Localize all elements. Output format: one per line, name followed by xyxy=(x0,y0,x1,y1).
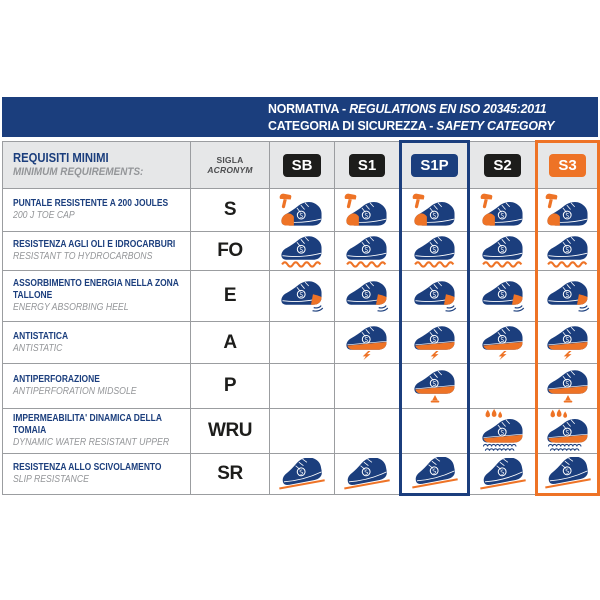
header-bar xyxy=(2,97,598,137)
table-header-row xyxy=(3,142,599,189)
heel-energy-shoe-icon xyxy=(543,279,593,313)
table-row xyxy=(3,232,599,271)
shoe-cell-s2 xyxy=(469,454,537,495)
shoe-cell-s2 xyxy=(469,364,537,409)
normativa-label: NORMATIVA - xyxy=(268,101,350,116)
category-header-s3 xyxy=(537,142,599,189)
shoe-cell-s1 xyxy=(335,232,401,271)
toe-cap-impact-shoe-icon xyxy=(543,192,593,227)
shoe-cell-s1p xyxy=(401,189,469,232)
antistatic-shoe-icon xyxy=(410,324,460,361)
shoe-cell-s3 xyxy=(537,271,599,322)
requirement-label-en: DYNAMIC WATER RESISTANT UPPER xyxy=(13,437,170,448)
requirements-header-it: REQUISITI MINIMI xyxy=(13,151,109,165)
shoe-cell-s1p xyxy=(401,271,469,322)
slip-resistance-shoe-icon xyxy=(410,457,460,490)
requirement-label-en: 200 J TOE CAP xyxy=(13,210,75,221)
acronym-cell: P xyxy=(191,364,270,409)
heel-energy-shoe-icon xyxy=(277,279,327,313)
requirement-label-en: RESISTANT TO HYDROCARBONS xyxy=(13,251,153,262)
shoe-cell-s2 xyxy=(469,271,537,322)
shoe-cell-s1p xyxy=(401,322,469,364)
antistatic-shoe-icon xyxy=(342,324,392,361)
antistatic-shoe-icon xyxy=(478,324,528,361)
category-header-s1p xyxy=(401,142,469,189)
requirement-label-en: ANTISTATIC xyxy=(13,342,63,354)
requirement-label-en: ANTIPERFORATION MIDSOLE xyxy=(13,386,137,397)
requirement-label-it: PUNTALE RESISTENTE A 200 JOULES xyxy=(13,198,169,209)
requirement-cell xyxy=(3,454,191,495)
heel-energy-shoe-icon xyxy=(478,279,528,313)
category-badge-s2: S2 xyxy=(484,154,520,177)
oil-resistant-shoe-icon xyxy=(410,234,460,268)
table-row xyxy=(3,364,599,409)
table-row xyxy=(3,322,599,364)
requirement-label-it: RESISTENZA AGLI OLI E IDROCARBURI xyxy=(13,239,176,250)
shoe-cell-sb xyxy=(270,232,335,271)
shoe-cell-s3 xyxy=(537,322,599,364)
category-header-sb xyxy=(270,142,335,189)
category-badge-sb: SB xyxy=(283,154,322,177)
shoe-cell-s1 xyxy=(335,409,401,454)
slip-resistance-shoe-icon xyxy=(342,458,392,491)
category-header-s2 xyxy=(469,142,537,189)
requirement-cell xyxy=(3,232,191,271)
requirement-cell xyxy=(3,322,191,364)
shoe-cell-s2 xyxy=(469,322,537,364)
category-badge-s1p: S1P xyxy=(411,154,457,177)
shoe-cell-s1 xyxy=(335,189,401,232)
safety-category-label: SAFETY CATEGORY xyxy=(436,118,555,133)
table-row xyxy=(3,189,599,232)
acronym-cell: S xyxy=(191,189,270,232)
category-badge-s1: S1 xyxy=(349,154,385,177)
acronym-cell: SR xyxy=(191,454,270,495)
acronym-header xyxy=(191,142,270,189)
categoria-label: CATEGORIA DI SICUREZZA - xyxy=(268,118,437,133)
shoe-cell-s3 xyxy=(537,454,599,495)
acronym-cell: E xyxy=(191,271,270,322)
slip-resistance-shoe-icon xyxy=(543,457,593,490)
shoe-cell-s3 xyxy=(537,189,599,232)
shoe-cell-s1p xyxy=(401,232,469,271)
water-resistant-shoe-icon xyxy=(543,409,593,453)
shoe-cell-sb xyxy=(270,322,335,364)
shoe-cell-s1p xyxy=(401,364,469,409)
requirements-header xyxy=(3,142,191,189)
requirement-label-en: ENERGY ABSORBING HEEL xyxy=(13,302,129,313)
shoe-cell-s3 xyxy=(537,232,599,271)
requirement-label-it: IMPERMEABILITA' DINAMICA DELLA TOMAIA xyxy=(13,413,162,436)
acronym-cell: A xyxy=(191,322,270,364)
requirements-header-en: MINIMUM REQUIREMENTS: xyxy=(13,166,144,178)
toe-cap-impact-shoe-icon xyxy=(478,192,528,227)
requirement-cell xyxy=(3,189,191,232)
acronym-cell: FO xyxy=(191,232,270,271)
shoe-cell-sb xyxy=(270,271,335,322)
heel-energy-shoe-icon xyxy=(410,279,460,313)
oil-resistant-shoe-icon xyxy=(478,234,528,268)
antiperforation-shoe-icon xyxy=(543,368,593,403)
shoe-cell-s2 xyxy=(469,232,537,271)
shoe-cell-sb xyxy=(270,409,335,454)
acronym-header-it: SIGLA xyxy=(216,155,244,165)
oil-resistant-shoe-icon xyxy=(543,234,593,268)
requirement-cell xyxy=(3,409,191,454)
requirement-cell xyxy=(3,271,191,322)
requirement-label-it: ASSORBIMENTO ENERGIA NELLA ZONA TALLONE xyxy=(13,278,179,301)
requirement-label-it: RESISTENZA ALLO SCIVOLAMENTO xyxy=(13,462,162,473)
heel-energy-shoe-icon xyxy=(342,279,392,313)
antistatic-shoe-icon xyxy=(543,324,593,361)
category-badge-s3: S3 xyxy=(549,154,585,177)
slip-resistance-shoe-icon xyxy=(478,458,528,491)
safety-table xyxy=(2,140,600,496)
shoe-cell-s1 xyxy=(335,322,401,364)
shoe-cell-s1p xyxy=(401,454,469,495)
toe-cap-impact-shoe-icon xyxy=(342,192,392,227)
shoe-cell-sb xyxy=(270,454,335,495)
table-row xyxy=(3,409,599,454)
shoe-cell-s1 xyxy=(335,364,401,409)
antiperforation-shoe-icon xyxy=(410,368,460,403)
shoe-cell-s1 xyxy=(335,454,401,495)
toe-cap-impact-shoe-icon xyxy=(410,192,460,227)
shoe-cell-s2 xyxy=(469,409,537,454)
requirement-label-en: SLIP RESISTANCE xyxy=(13,474,89,485)
shoe-cell-s3 xyxy=(537,364,599,409)
slip-resistance-shoe-icon xyxy=(277,458,327,491)
requirement-label-it: ANTISTATICA xyxy=(13,330,69,342)
shoe-cell-s1 xyxy=(335,271,401,322)
shoe-cell-s3 xyxy=(537,409,599,454)
regulation-line xyxy=(268,100,582,117)
shoe-cell-s2 xyxy=(469,189,537,232)
toe-cap-impact-shoe-icon xyxy=(277,192,327,227)
oil-resistant-shoe-icon xyxy=(342,234,392,268)
acronym-cell: WRU xyxy=(191,409,270,454)
acronym-header-en: ACRONYM xyxy=(207,165,253,175)
table-row xyxy=(3,454,599,495)
table-row xyxy=(3,271,599,322)
category-line xyxy=(268,117,582,134)
requirement-cell xyxy=(3,364,191,409)
shoe-cell-sb xyxy=(270,189,335,232)
water-resistant-shoe-icon xyxy=(478,409,528,453)
regulations-label: REGULATIONS EN ISO 20345:2011 xyxy=(349,101,547,116)
shoe-cell-sb xyxy=(270,364,335,409)
requirement-label-it: ANTIPERFORAZIONE xyxy=(13,374,100,385)
oil-resistant-shoe-icon xyxy=(277,234,327,268)
shoe-cell-s1p xyxy=(401,409,469,454)
category-header-s1 xyxy=(335,142,401,189)
